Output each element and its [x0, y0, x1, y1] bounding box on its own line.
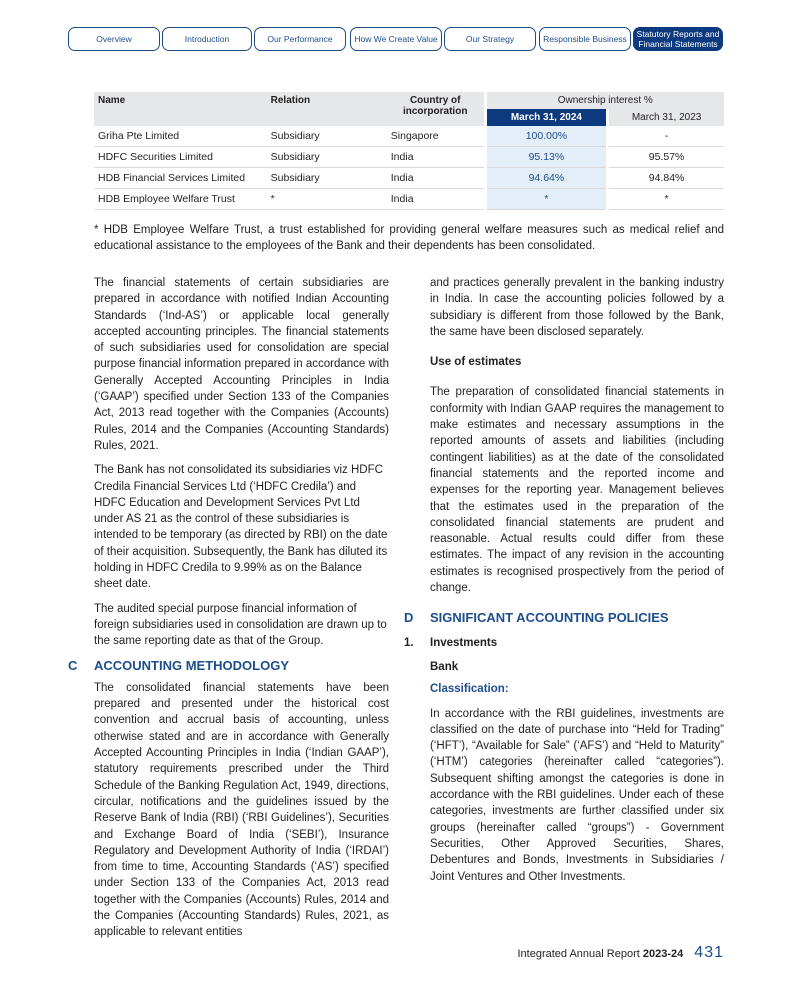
table-footnote: * HDB Employee Welfare Trust, a trust established for providing general welfare measures such as medical relief and educational assistance to the employees of the Bank and their dependents has been consolidated.	[94, 224, 724, 252]
section-heading-c	[68, 657, 389, 674]
tab-responsible-business[interactable]: Responsible Business	[539, 27, 631, 51]
item-number: 1.	[404, 636, 414, 649]
tab-overview[interactable]: Overview	[68, 27, 160, 51]
tab-introduction[interactable]: Introduction	[162, 27, 252, 51]
cell-name: HDFC Securities Limited	[94, 147, 267, 168]
cell-relation: *	[267, 189, 387, 210]
header-country: Country of incorporation	[387, 92, 484, 126]
tab-our-performance[interactable]: Our Performance	[254, 27, 346, 51]
section-title: SIGNIFICANT ACCOUNTING POLICIES	[430, 610, 669, 626]
section-heading-d	[404, 610, 724, 626]
section-letter: D	[404, 610, 414, 626]
paragraph: The preparation of consolidated financial statements in conformity with Indian GAAP requires the management to make estimates and necessary assumptions in the reported amounts of assets and liabilities (including contingent liabilities) as at the date of the consolidated financial statements and the reported income and expenses for the reporting year. Management believes that the estimates used in the preparation of the consolidated financial statements are prudent and reasonable. Actual results could differ from these estimates. The impact of any revision in the accounting estimates is recognised prospectively from the period of change.	[430, 386, 724, 595]
section-letter: C	[68, 657, 78, 673]
cell-relation: Subsidiary	[267, 126, 387, 147]
cell-country: Singapore	[387, 126, 484, 147]
table-row	[94, 189, 724, 210]
table-row	[94, 168, 724, 189]
paragraph: and practices generally prevalent in the banking industry in India. In case the accounting policies followed by a subsidiary is different from those followed by the Bank, the same have been disclosed separately.	[430, 277, 724, 338]
report-year: 2023-24	[642, 948, 684, 960]
cell-relation: Subsidiary	[267, 168, 387, 189]
subheading-use-of-estimates: Use of estimates	[430, 356, 522, 369]
cell-country: India	[387, 168, 484, 189]
cell-2023: 95.57%	[609, 147, 724, 168]
table-row	[94, 126, 724, 147]
cell-2024: *	[487, 189, 607, 210]
cell-2024: 95.13%	[487, 147, 607, 168]
cell-name: HDB Financial Services Limited	[94, 168, 267, 189]
paragraph: The consolidated financial statements have been prepared and presented under the historical cost convention and accrual basis of accounting, unless otherwise stated and are in accordance with Generally Accepted Accounting Principles in India (‘Indian GAAP’), statutory requirements prescribed under the Third Schedule of the Banking Regulation Act, 1949, directions, circular, notifications and the guidelines issued by the Reserve Bank of India (RBI) (‘RBI Guidelines’), Securities and Exchange Board of India (‘SEBI’), Insurance Regulatory and Development Authority of India (‘IRDAI’) from time to time, Accounting Standards (‘AS’) specified under Section 133 of the Companies Act, 2013 read together with the Companies (Accounts) Rules, 2014 and the Companies (Accounting Standards) Rules, 2021, as applicable to relevant entities	[94, 681, 389, 939]
cell-2024: 100.00%	[487, 126, 607, 147]
table-row	[94, 147, 724, 168]
header-march-2024: March 31, 2024	[487, 109, 607, 126]
item-title: Investments	[430, 636, 498, 649]
cell-2023: 94.84%	[609, 168, 724, 189]
header-ownership: Ownership interest %	[487, 92, 724, 109]
tab-how-we-create-value[interactable]: How We Create Value	[350, 27, 442, 51]
header-march-2023: March 31, 2023	[609, 109, 724, 126]
section-title: ACCOUNTING METHODOLOGY	[94, 657, 289, 673]
cell-country: India	[387, 189, 484, 210]
cell-relation: Subsidiary	[267, 147, 387, 168]
cell-2023: *	[609, 189, 724, 210]
cell-name: HDB Employee Welfare Trust	[94, 189, 267, 210]
cell-2023: -	[609, 126, 724, 147]
paragraph: The Bank has not consolidated its subsidiaries viz HDFC Credila Financial Services Ltd (‘HDFC Credila’) and HDFC Education and Development Services Pvt Ltd under AS 21 as the control of these subsidiaries is intended to be temporary (as directed by RBI) on the date of their acquisition. Subsequently, the Bank has diluted its holding in HDFC Credila to 9.99% as on the Balance sheet date.	[94, 464, 388, 591]
paragraph: The audited special purpose financial information of foreign subsidiaries used in consolidation are drawn up to the same reporting date as that of the Group.	[94, 602, 387, 648]
page-number: 431	[694, 944, 724, 961]
page-footer	[517, 944, 724, 962]
tab-our-strategy[interactable]: Our Strategy	[444, 27, 536, 51]
right-column	[404, 275, 724, 893]
item-heading-investments	[404, 635, 724, 651]
ownership-table	[94, 92, 724, 210]
cell-name: Griha Pte Limited	[94, 126, 267, 147]
paragraph: The financial statements of certain subsidiaries are prepared in accordance with notified Indian Accounting Standards (‘Ind-AS’) or applicable local generally accepted accounting principles. The financial statements of such subsidiaries used for consolidation are special purpose financial information prepared in accordance with Generally Accepted Accounting Principles in India (‘GAAP’) specified under Section 133 of the Companies Act, 2013 read together with the Companies (Accounts) Rules, 2014 and the Companies (Accounting Standards) Rules, 2021.	[94, 277, 389, 452]
subheading-classification: Classification:	[430, 683, 509, 696]
cell-2024: 94.64%	[487, 168, 607, 189]
report-title: Integrated Annual Report	[517, 948, 640, 960]
paragraph: In accordance with the RBI guidelines, investments are classified on the date of purchase into “Held for Trading” (‘HFT’), “Available for Sale” (‘AFS’) and “Held to Maturity” (‘HTM’) categories (hereinafter called “categories”). Subsequent shifting amongst the categories is done in accordance with the RBI guidelines. Under each of these categories, investments are further classified under six groups (hereinafter called “groups”) - Government Securities, Other Approved Securities, Shares, Debentures and Bonds, Investments in Subsidiaries / Joint Ventures and Other Investments.	[430, 707, 724, 883]
header-relation: Relation	[267, 92, 387, 126]
tab-statutory-reports[interactable]: Statutory Reports and Financial Statements	[633, 27, 723, 51]
subheading-bank: Bank	[430, 660, 459, 673]
cell-country: India	[387, 147, 484, 168]
left-column	[68, 275, 389, 949]
header-name: Name	[94, 92, 267, 126]
